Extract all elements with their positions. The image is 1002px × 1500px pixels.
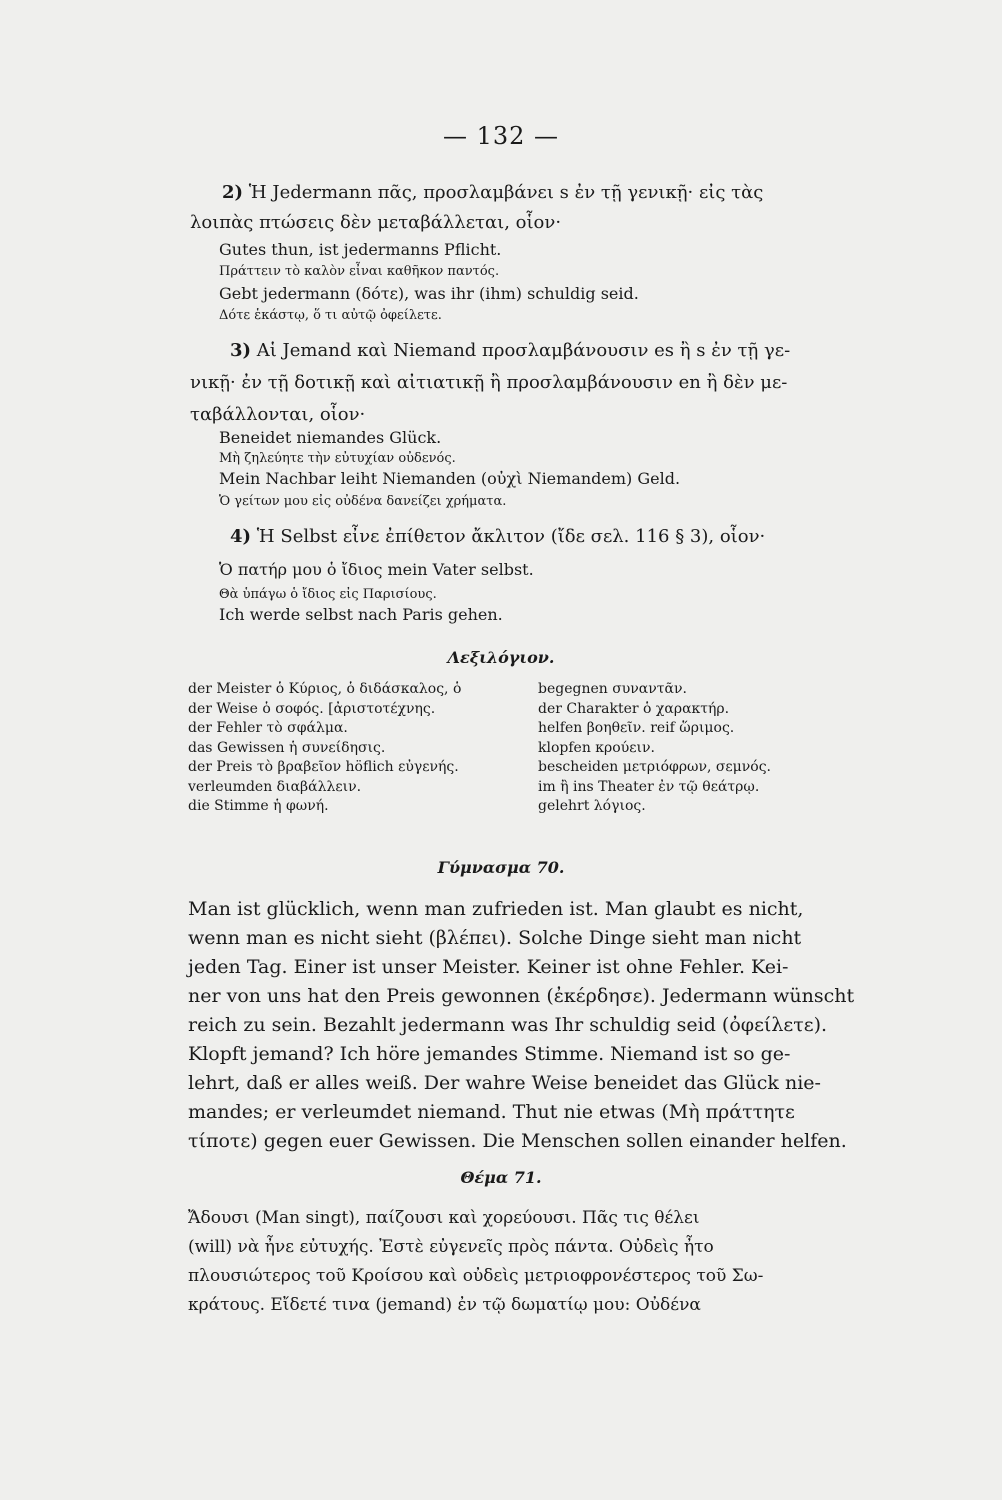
text-line: wenn man es nicht sieht (βλέπει). Solche Dinge sieht man nicht: [188, 927, 802, 949]
exercise-70-title: Γύμνασμα 70.: [437, 858, 565, 877]
rule-4-line-1: [230, 526, 765, 547]
page-number: — 132 —: [442, 122, 560, 150]
text-line: Man ist glücklich, wenn man zufrieden ist. Man glaubt es nicht,: [188, 898, 804, 920]
lexicon-entry: der Fehler τὸ σφάλμα.: [188, 720, 348, 736]
rule-2-example-3: Gebt jedermann (δότε), was ihr (ihm) schuldig seid.: [219, 284, 639, 303]
rule-3-example-2: Μὴ ζηλεύητε τὴν εὐτυχίαν οὐδενός.: [219, 451, 456, 466]
text-line: Klopft jemand? Ich höre jemandes Stimme. Niemand ist so ge-: [188, 1043, 791, 1065]
text-line: mandes; er verleumdet niemand. Thut nie etwas (Μὴ πράττητε: [188, 1101, 795, 1123]
lexicon-entry: verleumden διαβάλλειν.: [188, 778, 362, 795]
rule-4-number: 4): [230, 526, 252, 547]
lexicon-entry: das Gewissen ἡ συνείδησις.: [188, 739, 386, 756]
lexicon-entry: im ἢ ins Theater ἐν τῷ θεάτρῳ.: [538, 778, 760, 795]
rule-4-example-3: Ich werde selbst nach Paris gehen.: [219, 605, 503, 624]
text-line: Ἄδουσι (Man singt), παίζουσι καὶ χορεύουσι. Πᾶς τις θέλει: [188, 1208, 700, 1228]
rule-2-example-4: Δότε ἑκάστῳ, ὅ τι αὐτῷ ὀφείλετε.: [219, 308, 442, 323]
rule-3-line-1: [230, 340, 790, 361]
rule-2-example-2: Πράττειν τὸ καλὸν εἶναι καθῆκον παντός.: [219, 264, 500, 279]
text-line: τίποτε) gegen euer Gewissen. Die Menschen sollen einander helfen.: [188, 1130, 847, 1152]
rule-3-line-3: ταβάλλονται, οἷον·: [190, 404, 366, 425]
rule-4-example-2: Θὰ ὑπάγω ὁ ἴδιος εἰς Παρισίους.: [219, 587, 437, 602]
text-line: πλουσιώτερος τοῦ Κροίσου καὶ οὐδεὶς μετριοφρονέστερος τοῦ Σω-: [188, 1266, 764, 1286]
lexicon-entry: der Weise ὁ σοφός. [ἀριστοτέχνης.: [188, 700, 436, 717]
rule-3-example-1: Beneidet niemandes Glück.: [219, 428, 442, 447]
lexicon-entry: helfen βοηθεῖν. reif ὥριμος.: [538, 720, 735, 736]
rule-2-line-1: [222, 182, 763, 203]
lexicon-left-column: [188, 680, 461, 817]
text-line: reich zu sein. Bezahlt jedermann was Ihr schuldig seid (ὀφείλετε).: [188, 1014, 828, 1036]
lexicon-entry: bescheiden μετριόφρων, σεμνός.: [538, 759, 772, 775]
rule-3-example-3: Mein Nachbar leiht Niemanden (οὐχὶ Niemandem) Geld.: [219, 469, 681, 488]
rule-3-example-4: Ὁ γείτων μου εἰς οὐδένα δανείζει χρήματα.: [219, 494, 507, 509]
rule-4-example-1: Ὁ πατήρ μου ὁ ἴδιος mein Vater selbst.: [219, 560, 534, 579]
lexicon-entry: gelehrt λόγιος.: [538, 798, 646, 814]
lexicon-entry: der Meister ὁ Κύριος, ὁ διδάσκαλος, ὁ: [188, 681, 462, 697]
rule-3-number: 3): [230, 340, 252, 361]
rule-3-text-1: Αἱ Jemand καὶ Niemand προσλαμβάνουσιν es ἢ s ἐν τῇ γε-: [256, 340, 791, 361]
lexicon-entry: der Charakter ὁ χαρακτήρ.: [538, 700, 730, 717]
text-line: jeden Tag. Einer ist unser Meister. Keiner ist ohne Fehler. Kei-: [188, 956, 789, 978]
theme-71-text: [188, 1208, 763, 1324]
rule-4-text-1: Ἡ Selbst εἶνε ἐπίθετον ἄκλιτον (ἴδε σελ. 116 § 3), οἷον·: [256, 526, 766, 547]
exercise-70-text: [188, 898, 854, 1159]
lexicon-entry: begegnen συναντᾶν.: [538, 681, 687, 697]
rule-2-number: 2): [222, 182, 244, 203]
text-line: lehrt, daß er alles weiß. Der wahre Weise beneidet das Glück nie-: [188, 1072, 821, 1094]
rule-2-example-1: Gutes thun, ist jedermanns Pflicht.: [219, 240, 502, 259]
lexicon-entry: der Preis τὸ βραβεῖον höflich εὐγενής.: [188, 759, 459, 775]
rule-2-line-2: λοιπὰς πτώσεις δὲν μεταβάλλεται, οἷον·: [190, 212, 562, 233]
text-line: κράτους. Εἴδετέ τινα (jemand) ἐν τῷ δωματίῳ μου: Οὐδένα: [188, 1295, 701, 1315]
lexicon-entry: die Stimme ἡ φωνή.: [188, 798, 329, 814]
lexicon-entry: klopfen κρούειν.: [538, 739, 655, 756]
rule-3-line-2: νικῇ· ἐν τῇ δοτικῇ καὶ αἰτιατικῇ ἢ προσλαμβάνουσιν en ἢ δὲν με-: [190, 372, 788, 393]
lexicon-title: Λεξιλόγιον.: [447, 648, 555, 667]
text-line: ner von uns hat den Preis gewonnen (ἐκέρδησε). Jedermann wünscht: [188, 985, 855, 1007]
theme-71-title: Θέμα 71.: [460, 1168, 542, 1187]
text-line: (will) νὰ ἦνε εὐτυχής. Ἐστὲ εὐγενεῖς πρὸς πάντα. Οὐδεὶς ἦτο: [188, 1237, 714, 1257]
lexicon-right-column: [538, 680, 771, 817]
rule-2-text-1: Ἡ Jedermann πᾶς, προσλαμβάνει s ἐν τῇ γενικῇ· εἰς τὰς: [248, 182, 764, 203]
